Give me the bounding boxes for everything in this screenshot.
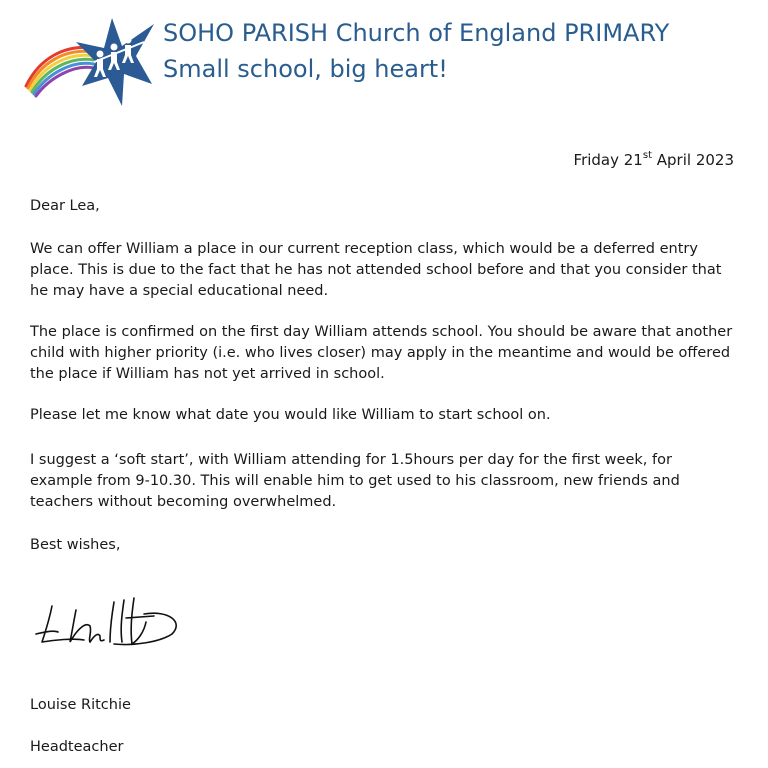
- handwritten-signature: [34, 592, 182, 652]
- paragraph-confirmation: The place is confirmed on the first day William attends school. You should be aware that another child with higher priority (i.e. who lives closer) may apply in the meantime and would be offered the place if William has not yet arrived in school.: [30, 324, 733, 382]
- signer-title: Headteacher: [30, 739, 124, 755]
- date-month-year: April 2023: [652, 151, 734, 169]
- rainbow-streak: [26, 47, 94, 96]
- letter-date: [574, 151, 734, 169]
- school-logo-icon: [24, 14, 158, 108]
- date-ordinal: st: [642, 150, 652, 161]
- closing: Best wishes,: [30, 537, 121, 553]
- school-name: SOHO PARISH Church of England PRIMARY: [163, 19, 670, 47]
- signer-name: Louise Ritchie: [30, 697, 131, 713]
- paragraph-start-date: Please let me know what date you would like William to start school on.: [30, 407, 551, 423]
- date-day: Friday 21: [573, 151, 643, 169]
- paragraph-offer: We can offer William a place in our current reception class, which would be a deferred entry place. This is due to the fact that he has not attended school before and that you consider that he may have a special educational need.: [30, 241, 722, 299]
- school-motto: Small school, big heart!: [163, 55, 448, 83]
- salutation: Dear Lea,: [30, 198, 100, 214]
- paragraph-soft-start: I suggest a ‘soft start’, with William attending for 1.5hours per day for the first week, for example from 9-10.30. This will enable him to get used to his classroom, new friends and teachers without becoming overwhelmed.: [30, 452, 680, 510]
